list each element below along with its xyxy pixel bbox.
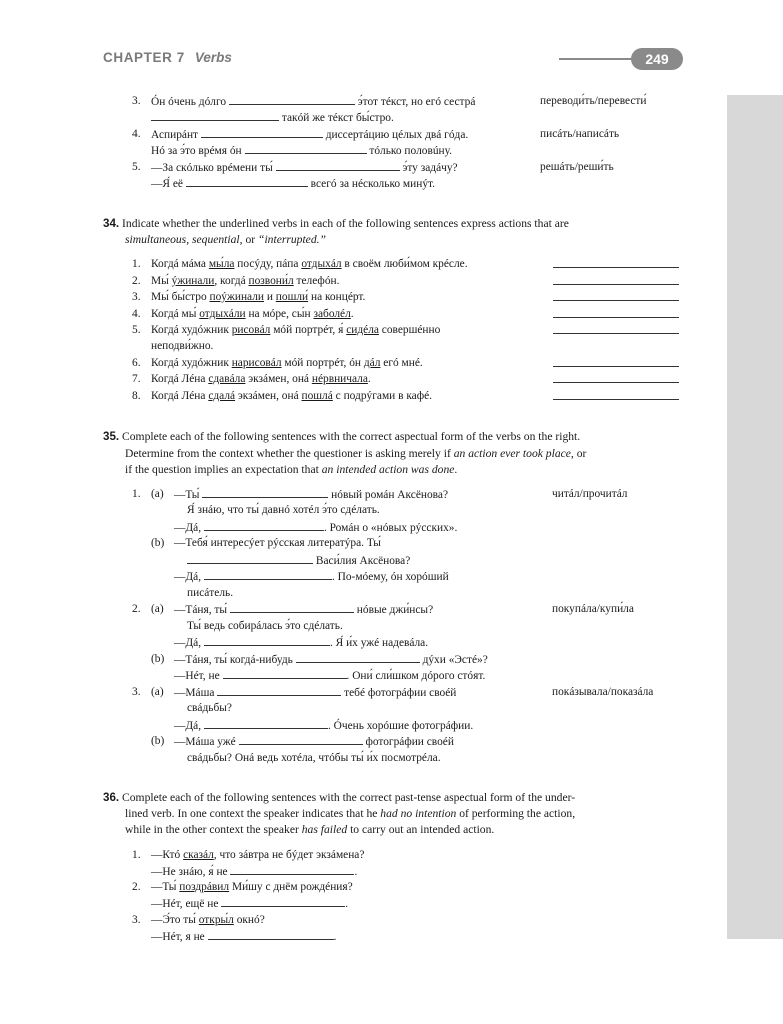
instruction-text: lined verb. In one context the speaker indicates that he <box>125 807 381 820</box>
sentence-text: экзáмен, онá <box>245 373 312 385</box>
underlined-verb: мы́ла <box>208 258 235 270</box>
verb-pair: покупáла/купи́ла <box>552 603 634 615</box>
item-number: 1. <box>132 488 141 500</box>
sentence-text: неподви́жно. <box>151 340 214 352</box>
item-number: 2. <box>132 881 141 893</box>
sentence-text: мóй портрéт, óн <box>281 357 364 369</box>
instruction-text: to carry out an intended action. <box>347 823 495 836</box>
answer-blank[interactable] <box>553 274 679 285</box>
answer-blank[interactable] <box>186 176 308 187</box>
underlined-verb: рисовáл <box>231 324 271 336</box>
exercise-instructions <box>125 232 707 247</box>
sentence-text: —Тáня, ты́ <box>174 604 228 616</box>
sentence-text: диссертáцию цéлых двá гóда. <box>325 129 469 141</box>
underlined-verb: отдыхáли <box>199 308 246 320</box>
answer-blank[interactable] <box>217 685 341 696</box>
sentence-text: всегó за нéсколько минýт. <box>310 178 435 190</box>
answer-blank[interactable] <box>204 635 330 646</box>
sentence-text: э́ту задáчу? <box>402 162 458 174</box>
dialogue-line <box>174 569 449 584</box>
answer-blank[interactable] <box>245 143 367 154</box>
sentence-text: —Дá, <box>174 522 202 534</box>
dialogue-line <box>174 487 448 502</box>
exercise-number: 34. <box>103 217 120 230</box>
answer-blank[interactable] <box>296 652 420 663</box>
answer-blank-wrap <box>553 307 679 322</box>
chapter-title: Verbs <box>194 50 232 65</box>
sentence-text: . По-мóему, óн хорóший <box>331 571 449 583</box>
item-number: 8. <box>132 390 141 402</box>
answer-blank[interactable] <box>201 127 323 138</box>
running-header <box>103 48 683 70</box>
sentence-text: тебé фотогрáфии своéй <box>344 687 457 699</box>
dialogue-line <box>151 929 336 944</box>
sentence-line <box>151 323 440 337</box>
dialogue-line <box>174 520 457 535</box>
instruction-text: Complete each of the following sentences with the correct aspectual form of the verbs on the right. <box>122 430 581 443</box>
sentence-text: —Тáня, ты́ когдá-нибудь <box>174 654 293 666</box>
sentence-text: Васи́лия Аксёнова? <box>315 555 411 567</box>
instruction-text: an action ever took place <box>453 447 571 460</box>
answer-blank[interactable] <box>553 307 679 318</box>
verb-pair: решáть/реши́ть <box>540 161 614 173</box>
sentence-text: Нó за э́то врéмя óн <box>151 145 242 157</box>
instruction-text: of performing the action, <box>456 807 576 820</box>
instruction-text: has failed <box>301 823 348 836</box>
sentence-text: нóвые джи́нсы? <box>356 604 434 616</box>
sentence-text: —Нéт, я не <box>151 931 205 943</box>
item-number: 4. <box>132 308 141 320</box>
sentence-text: свáдьбы? <box>187 702 232 714</box>
sentence-text: на концéрт. <box>308 291 366 303</box>
sentence-text: Когдá худóжник <box>151 357 232 369</box>
item-number: 3. <box>132 95 141 107</box>
sentence-text: в своём люби́мом крéсле. <box>341 258 468 270</box>
sentence-text: Когдá худóжник <box>151 324 232 336</box>
sentence-line <box>151 307 354 321</box>
answer-blank[interactable] <box>223 668 347 679</box>
dialogue-line <box>174 652 488 667</box>
instruction-text: . <box>454 463 458 476</box>
verb-pair: покáзывала/показáла <box>552 686 654 698</box>
sentence-text: телефóн. <box>293 275 340 287</box>
sentence-text: . Я́ и́х ужé надевáла. <box>329 637 429 649</box>
sentence-text: Когдá мы́ <box>151 308 200 320</box>
sentence-text: Мы́ <box>151 275 172 287</box>
sentence-text: —Не знáю, я́ не <box>151 866 228 878</box>
sentence-text: Когдá Лéна <box>151 390 209 402</box>
sentence-text: Ты́ ведь собирáлась э́то сдéлать. <box>187 620 343 632</box>
underlined-verb: нарисовáл <box>231 357 282 369</box>
underlined-verb: нéрвничала <box>311 373 368 385</box>
item-number: 4. <box>132 128 141 140</box>
exercise-number: 36. <box>103 791 120 804</box>
answer-blank[interactable] <box>230 602 354 613</box>
answer-blank[interactable] <box>553 356 679 367</box>
sentence-text: писáтель. <box>187 587 234 599</box>
sentence-text: Ми́шу с днём рождéния? <box>229 881 353 893</box>
answer-blank[interactable] <box>202 487 328 498</box>
sentence-text: , что зáвтра не бýдет экзáмена? <box>213 849 365 861</box>
sentence-text: тóлько половúну. <box>369 145 453 157</box>
sub-item-label: (b) <box>151 735 165 747</box>
item-number: 1. <box>132 258 141 270</box>
exercise-line <box>151 94 475 109</box>
exercise-line <box>151 110 394 125</box>
underlined-verb: поýжинали <box>209 291 264 303</box>
underlined-verb: сидéла <box>346 324 379 336</box>
answer-blank-wrap <box>553 274 679 289</box>
sentence-text: —Нéт, ещё не <box>151 898 219 910</box>
dialogue-line <box>174 718 473 733</box>
answer-blank[interactable] <box>553 389 679 400</box>
answer-blank[interactable] <box>239 734 363 745</box>
exercise-instructions <box>103 790 685 805</box>
dialogue-line <box>151 880 353 894</box>
page-side-tab <box>727 95 783 939</box>
verb-pair: писáть/написáть <box>540 128 620 140</box>
sub-item-label: (b) <box>151 653 165 665</box>
underlined-verb: сказáл <box>183 849 214 861</box>
sentence-text: дýхи «Эстé»? <box>422 654 488 666</box>
item-number: 2. <box>132 603 141 615</box>
instruction-text: Complete each of the following sentences with the correct past-tense aspectual form of the under- <box>122 791 576 804</box>
dialogue-line <box>187 553 410 568</box>
exercise-line <box>151 127 468 142</box>
item-number: 3. <box>132 914 141 926</box>
sentence-text: . <box>350 308 354 320</box>
sentence-text: посýду, пáпа <box>234 258 302 270</box>
sub-item-label: (a) <box>151 686 164 698</box>
instruction-text: while in the other context the speaker <box>125 823 302 836</box>
instruction-text: if the question implies an expectation that <box>125 463 322 476</box>
sentence-text: . Óчень хорóшие фотогрáфии. <box>327 720 474 732</box>
exercise-number: 35. <box>103 430 120 443</box>
sentence-text: —Дá, <box>174 571 202 583</box>
sentence-text: Мы́ бы́стро <box>151 291 210 303</box>
sentence-text: —Нéт, не <box>174 670 220 682</box>
answer-blank-wrap <box>553 356 679 371</box>
answer-blank[interactable] <box>553 323 679 334</box>
sentence-text: . <box>367 373 371 385</box>
verb-pair: переводи́ть/перевести́ <box>540 95 647 107</box>
sentence-text: егó мнé. <box>380 357 423 369</box>
sentence-text: э́тот тéкст, но егó сестрá <box>357 96 476 108</box>
dialogue-line <box>174 685 456 700</box>
underlined-verb: отдыхáл <box>301 258 342 270</box>
underlined-verb: позвони́л <box>248 275 294 287</box>
answer-blank[interactable] <box>276 160 400 171</box>
answer-blank-wrap <box>553 290 679 305</box>
underlined-verb: сдавáла <box>208 373 246 385</box>
sentence-text: с подрýгами в кафé. <box>332 390 433 402</box>
sentence-text: экзáмен, онá <box>235 390 302 402</box>
sentence-text: —Ктó <box>151 849 184 861</box>
dialogue-line <box>174 668 485 683</box>
sentence-text: —Э́то ты́ <box>151 914 199 926</box>
exercise-instructions <box>125 446 707 461</box>
exercise-line <box>151 160 458 175</box>
instruction-text: or <box>242 233 259 246</box>
dialogue-line <box>174 734 454 749</box>
item-number: 1. <box>132 849 141 861</box>
sentence-text: —Я́ её <box>151 178 183 190</box>
item-number: 5. <box>132 324 141 336</box>
instruction-text: , or <box>570 447 587 460</box>
exercise-line <box>151 143 452 158</box>
answer-blank[interactable] <box>553 290 679 301</box>
page-number: 249 <box>631 48 683 70</box>
instruction-text: Determine from the context whether the questioner is asking merely if <box>125 447 454 460</box>
sentence-text: Когдá Лéна <box>151 373 209 385</box>
exercise-instructions <box>103 216 685 231</box>
instruction-text: an intended action was done <box>321 463 455 476</box>
underlined-verb: сдалá <box>208 390 236 402</box>
sentence-text: —За скóлько врéмени ты́ <box>151 162 273 174</box>
sentence-line <box>151 274 339 288</box>
exercise-instructions <box>125 462 707 477</box>
dialogue-line <box>151 896 348 911</box>
sub-item-label: (a) <box>151 488 164 500</box>
item-number: 5. <box>132 161 141 173</box>
sentence-text: мóй портрéт, я́ <box>270 324 347 336</box>
sentence-text: нóвый ромáн Аксёнова? <box>331 489 449 501</box>
sentence-line <box>151 257 468 271</box>
underlined-verb: заболéл <box>313 308 351 320</box>
answer-blank[interactable] <box>204 569 332 580</box>
sentence-text: Когдá мáма <box>151 258 209 270</box>
chapter-label <box>103 50 232 65</box>
sentence-text: —Ты́ <box>151 881 180 893</box>
underlined-verb: пошлá <box>301 390 333 402</box>
item-number: 2. <box>132 275 141 287</box>
sentence-text: на мóре, сы́н <box>245 308 314 320</box>
sentence-text: . Они́ сли́шком дóрого стóят. <box>346 670 486 682</box>
underlined-verb: ýжинали <box>171 275 215 287</box>
sentence-text: —Мáша ужé <box>174 736 236 748</box>
answer-blank[interactable] <box>187 553 313 564</box>
item-number: 3. <box>132 291 141 303</box>
sentence-text: . <box>333 931 337 943</box>
dialogue-line <box>151 848 364 862</box>
instruction-text: Indicate whether the underlined verbs in each of the following sentences express actions that are <box>122 217 569 230</box>
sentence-text: Óн óчень дóлго <box>151 96 227 108</box>
sentence-text: —Дá, <box>174 720 202 732</box>
instruction-text: simultaneous, sequential, <box>125 233 243 246</box>
sentence-text: такóй же тéкст бы́стро. <box>281 112 394 124</box>
answer-blank[interactable] <box>221 896 345 907</box>
answer-blank[interactable] <box>208 929 334 940</box>
dialogue-line <box>174 602 433 617</box>
dialogue-line <box>151 913 265 927</box>
answer-blank[interactable] <box>553 372 679 383</box>
instruction-text: had no intention <box>380 807 457 820</box>
underlined-verb: пошли́ <box>275 291 309 303</box>
sub-item-label: (b) <box>151 537 165 549</box>
answer-blank[interactable] <box>204 520 324 531</box>
sentence-text: —Мáша <box>174 687 215 699</box>
sentence-line <box>151 290 365 304</box>
verb-pair: читáл/прочитáл <box>552 488 628 500</box>
sentence-text: Аспирáнт <box>151 129 199 141</box>
answer-blank[interactable] <box>229 94 355 105</box>
chapter-number: CHAPTER 7 <box>103 50 185 65</box>
answer-blank[interactable] <box>553 257 679 268</box>
exercise-line <box>132 94 141 108</box>
answer-blank-wrap <box>553 389 679 404</box>
sentence-text: —Тебя́ интересýет рýсская литератýра. Ты́ <box>174 537 381 549</box>
sentence-text: . <box>345 898 349 910</box>
answer-blank[interactable] <box>204 718 328 729</box>
sentence-text: окнó? <box>233 914 265 926</box>
sentence-line <box>151 356 423 370</box>
exercise-instructions <box>103 429 685 444</box>
sentence-text: и <box>263 291 276 303</box>
answer-blank[interactable] <box>230 864 354 875</box>
dialogue-line <box>151 864 357 879</box>
underlined-verb: откры́л <box>198 914 234 926</box>
sentence-text: . <box>354 866 358 878</box>
sentence-line <box>151 372 371 386</box>
underlined-verb: дáл <box>363 357 381 369</box>
item-number: 3. <box>132 686 141 698</box>
sentence-text: Я́ знáю, что ты́ давнó хотéл э́то сдéлать. <box>187 504 380 516</box>
exercise-instructions <box>125 806 707 821</box>
sentence-text: совершéнно <box>378 324 441 336</box>
sentence-text: —Дá, <box>174 637 202 649</box>
sentence-text: свáдьбы? Онá ведь хотéла, чтóбы ты́ и́х посмотрéла. <box>187 752 441 764</box>
sub-item-label: (a) <box>151 603 164 615</box>
sentence-text: , когдá <box>214 275 249 287</box>
exercise-line <box>151 176 435 191</box>
item-number: 6. <box>132 357 141 369</box>
dialogue-line <box>174 635 428 650</box>
instruction-text: “interrupted.” <box>258 233 326 246</box>
answer-blank-wrap <box>553 323 679 338</box>
answer-blank-wrap <box>553 372 679 387</box>
sentence-text: . Ромáн о «нóвых рýсских». <box>323 522 458 534</box>
underlined-verb: поздрáвил <box>179 881 230 893</box>
item-number: 7. <box>132 373 141 385</box>
sentence-text: —Ты́ <box>174 489 200 501</box>
exercise-instructions <box>125 822 707 837</box>
sentence-text: фотогрáфии своéй <box>365 736 454 748</box>
answer-blank[interactable] <box>151 110 279 121</box>
answer-blank-wrap <box>553 257 679 272</box>
sentence-line <box>151 389 432 403</box>
